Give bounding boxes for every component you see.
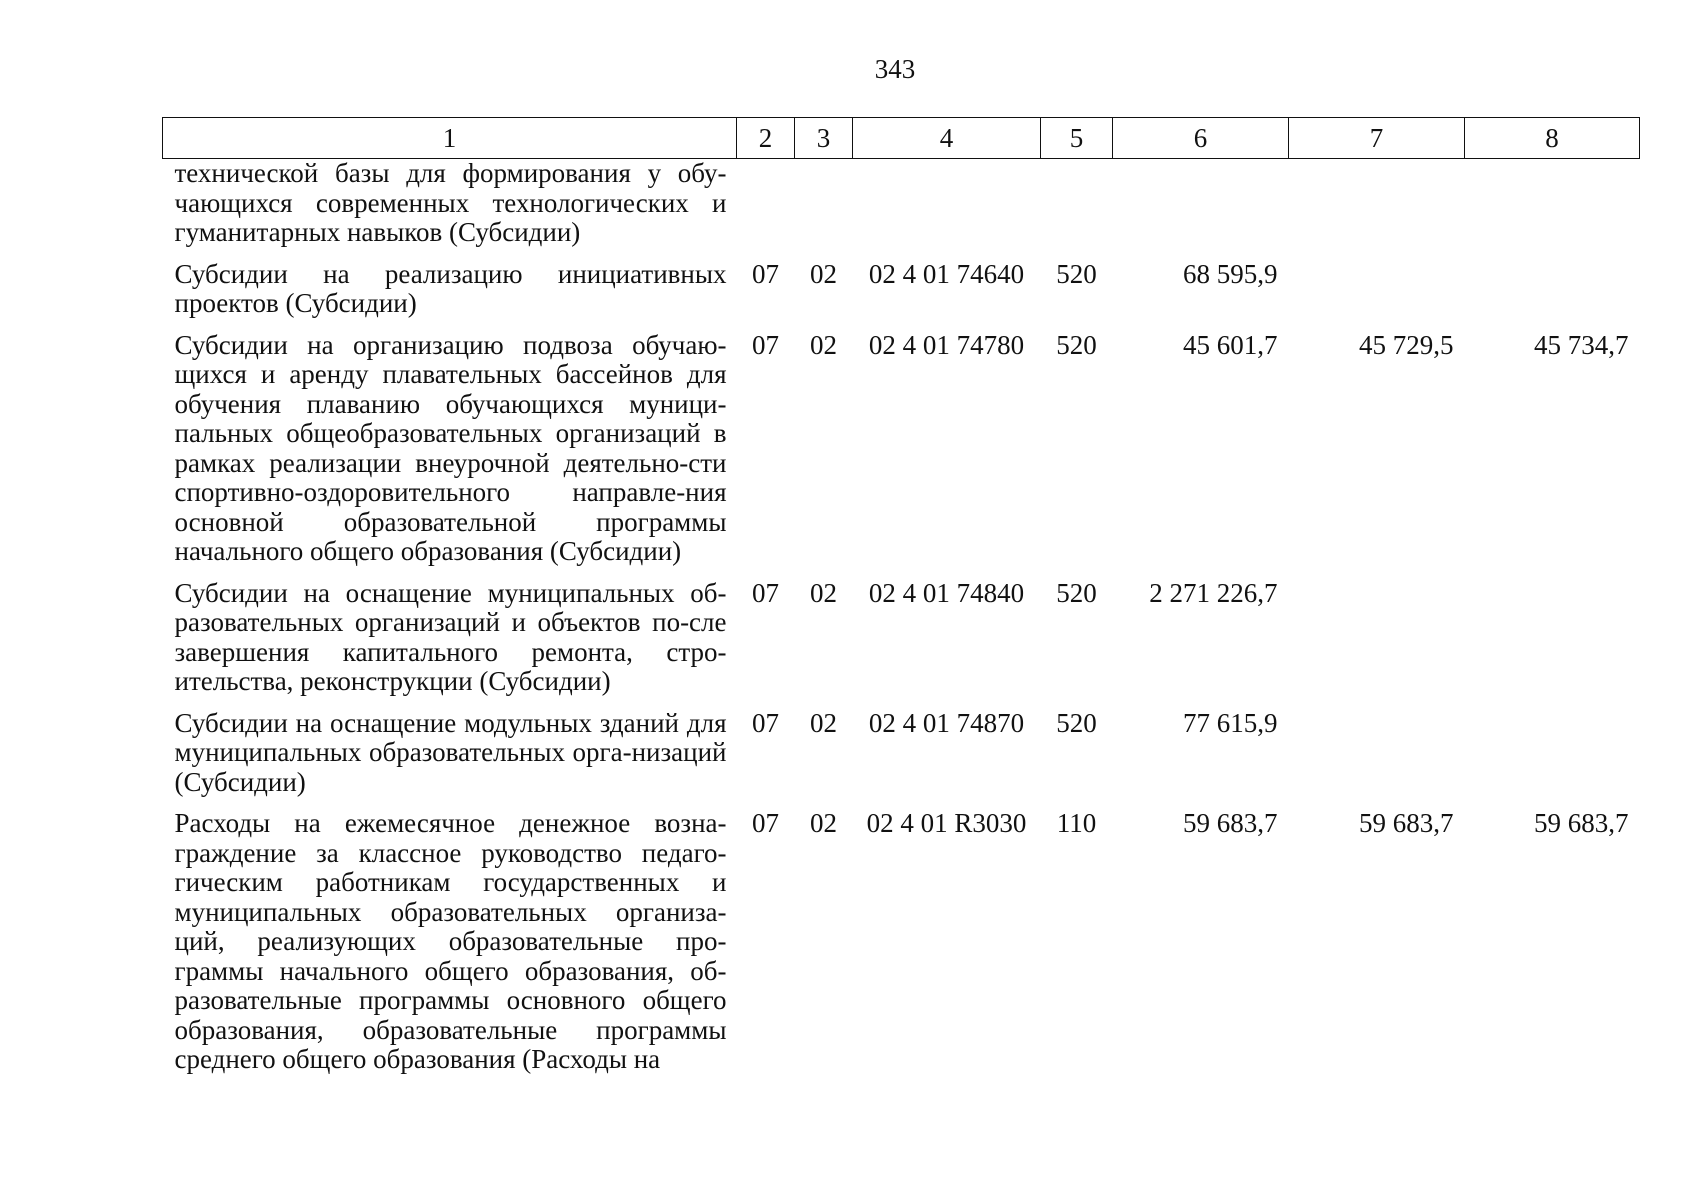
row-name: Субсидии на оснащение модульных зданий для муниципальных образовательных орга-низаций (Субсидии) <box>174 707 727 797</box>
row-name: Субсидии на организацию подвоза обучаю-щихся и аренду плавательных бассейнов для обучения плаванию обучающихся муници-пальных общеобразовательных организаций в рамках реализации внеурочной деятельно-сти спортивно-оздоровительного направле-ния основной образовательной программы начального общего образования (Субсидии) <box>174 329 727 566</box>
row-subsection: 02 <box>810 329 837 360</box>
row-expense-type: 520 <box>1056 329 1097 360</box>
header-row <box>163 118 1640 159</box>
row-amount-1: 2 271 226,7 <box>1149 577 1278 608</box>
row-amount-3: 59 683,7 <box>1534 808 1629 838</box>
column-header-4: 4 <box>853 118 1041 159</box>
row-amount-3 <box>1465 579 1640 709</box>
table-row <box>163 579 1640 709</box>
row-target: 02 4 01 74870 <box>868 707 1025 738</box>
table-row <box>163 260 1640 331</box>
row-section: 07 <box>752 258 779 289</box>
row-target: 02 4 01 R3030 <box>866 808 1027 838</box>
row-section: 07 <box>752 707 779 738</box>
column-header-8: 8 <box>1465 118 1640 159</box>
row-section <box>737 159 795 260</box>
row-subsection: 02 <box>810 808 837 838</box>
row-amount-1 <box>1113 159 1289 260</box>
column-header-1: 1 <box>163 118 737 159</box>
row-amount-1: 59 683,7 <box>1183 808 1278 838</box>
row-name: Субсидии на оснащение муниципальных об-разовательных организаций и объектов по-сле завершения капитального ремонта, стро-ительства, реконструкции (Субсидии) <box>174 577 727 696</box>
row-target <box>853 159 1041 260</box>
row-subsection <box>795 159 853 260</box>
row-amount-2: 45 729,5 <box>1359 329 1454 360</box>
budget-table <box>162 117 1640 1087</box>
row-amount-3 <box>1465 709 1640 810</box>
row-subsection: 02 <box>810 707 837 738</box>
row-name: технической базы для формирования у обу-чающихся современных технологических и гуманитарных навыков (Субсидии) <box>174 158 727 247</box>
row-amount-1: 77 615,9 <box>1183 707 1278 738</box>
column-header-3: 3 <box>795 118 853 159</box>
table-row <box>163 331 1640 579</box>
table-row <box>163 809 1640 1087</box>
row-expense-type: 520 <box>1056 258 1097 289</box>
table-body <box>163 159 1640 1087</box>
page-number: 343 <box>874 54 916 84</box>
row-amount-2 <box>1289 159 1465 260</box>
row-subsection: 02 <box>810 258 837 289</box>
row-amount-2 <box>1289 579 1465 709</box>
row-expense-type <box>1041 159 1113 260</box>
table-row <box>163 709 1640 810</box>
row-subsection: 02 <box>810 577 837 608</box>
row-target: 02 4 01 74840 <box>868 577 1025 608</box>
row-target: 02 4 01 74780 <box>868 329 1025 360</box>
row-name: Субсидии на реализацию инициативных проектов (Субсидии) <box>174 258 727 318</box>
table-header <box>163 118 1640 159</box>
row-amount-3 <box>1465 260 1640 331</box>
row-amount-1: 68 595,9 <box>1183 258 1278 289</box>
row-expense-type: 520 <box>1056 577 1097 608</box>
column-header-7: 7 <box>1289 118 1465 159</box>
row-amount-3: 45 734,7 <box>1534 329 1629 360</box>
row-section: 07 <box>752 808 779 838</box>
table-row <box>163 159 1640 260</box>
column-header-5: 5 <box>1041 118 1113 159</box>
column-header-6: 6 <box>1113 118 1289 159</box>
row-section: 07 <box>752 329 779 360</box>
row-expense-type: 520 <box>1056 707 1097 738</box>
row-amount-2 <box>1289 709 1465 810</box>
row-expense-type: 110 <box>1056 808 1097 838</box>
row-amount-2: 59 683,7 <box>1359 808 1454 838</box>
row-amount-3 <box>1465 159 1640 260</box>
row-name: Расходы на ежемесячное денежное возна-граждение за классное руководство педаго-гическим работникам государственных и муниципальных образовательных организа-ций, реализующих образовательные про-граммы начального общего образования, об-разовательные программы основного общего образования, образовательные программы среднего общего образования (Расходы на <box>174 808 727 1074</box>
row-section: 07 <box>752 577 779 608</box>
column-header-2: 2 <box>737 118 795 159</box>
row-amount-2 <box>1289 260 1465 331</box>
row-target: 02 4 01 74640 <box>868 258 1025 289</box>
row-amount-1: 45 601,7 <box>1183 329 1278 360</box>
